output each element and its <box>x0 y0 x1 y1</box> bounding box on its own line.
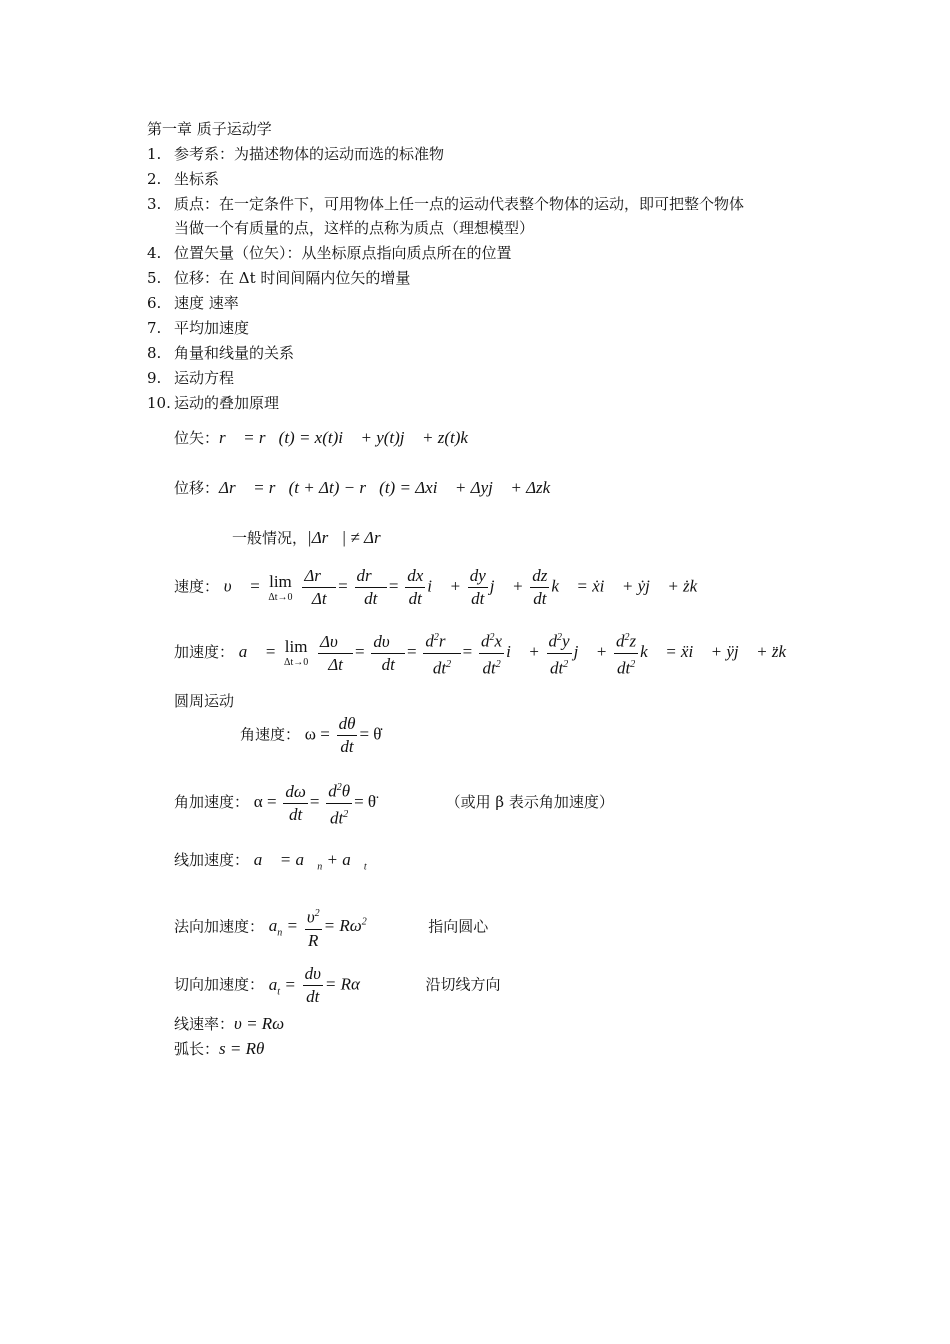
acceleration-formula: 加速度： a⃗ = lim Δt→0 $\frac{\Delta\upsilon⃗}{\Delta t}$ = $\frac{d\upsilon⃗}{dt}$ = $\frac{d^2r⃗}{dt^2}$ = $\frac{d^2x}{dt^2}$ i⃗ + $\frac{d^2y}{dt^2}$ j⃗ + $\frac{d^2z}{dt^2}$ k⃗ = ẍi⃗ + ÿj⃗ + z̈k⃗ <box>174 628 799 678</box>
list-item: 4. 位置矢量（位矢）：从坐标原点指向质点所在的位置 <box>147 244 512 262</box>
circular-motion-heading: 圆周运动 <box>174 692 235 710</box>
arc-length-formula: 弧长：s = Rθ <box>174 1039 265 1058</box>
list-item: 7. 平均加速度 <box>147 319 250 337</box>
list-item: 3. 质点：在一定条件下，可用物体上任一点的运动代表整个物体的运动，即可把整个物体 <box>147 195 745 213</box>
list-item: 5. 位移：在 Δt 时间间隔内位矢的增量 <box>147 269 411 287</box>
linear-speed-formula: 线速率：υ = Rω <box>174 1014 285 1033</box>
list-item: 6. 速度 速率 <box>147 294 239 312</box>
tangent-accel-note: 沿切线方向 <box>425 975 501 994</box>
chapter-title: 第一章 质子运动学 <box>147 120 272 138</box>
angular-accel-note: （或用 β 表示角加速度） <box>445 793 614 812</box>
list-item: 9. 运动方程 <box>147 369 235 387</box>
normal-accel-note: 指向圆心 <box>428 917 489 936</box>
list-item: 10. 运动的叠加原理 <box>147 394 280 412</box>
list-item: 1. 参考系：为描述物体的运动而选的标准物 <box>147 145 445 163</box>
list-item: 8. 角量和线量的关系 <box>147 344 295 362</box>
tangential-acceleration-formula: 切向加速度： $a_t$ = $\frac{d\upsilon}{dt}$ = Rα 沿切线方向 <box>174 964 501 1006</box>
position-vector-formula: 位矢：r⃗ = r⃗(t) = x(t)i⃗ + y(t)j⃗ + z(t)k⃗ <box>174 428 482 447</box>
list-item: 2. 坐标系 <box>147 170 220 188</box>
normal-acceleration-formula: 法向加速度： $a_n$ = $\frac{\upsilon^2}{R}$ = $R\omega^2$ 指向圆心 <box>174 904 488 951</box>
linear-acceleration-formula: 线加速度： a⃗ = $a⃗_n$ + $a⃗_t$ <box>174 850 367 873</box>
general-case-formula: 一般情况，|Δr⃗| ≠ Δr <box>232 528 381 547</box>
list-item: 当做一个有质量的点，这样的点称为质点（理想模型） <box>174 219 535 237</box>
displacement-formula: 位移：Δr⃗ = r⃗(t + Δt) − r⃗(t) = Δxi⃗ + Δyj⃗ + Δzk⃗ <box>174 478 564 497</box>
angular-acceleration-formula: 角加速度： α = $\frac{d\omega}{dt}$ = $\frac{d^2\theta}{dt^2}$ = θ̈ （或用 β 表示角加速度） <box>174 778 614 828</box>
angular-velocity-formula: 角速度： ω = $\frac{d\theta}{dt}$ = θ̇ <box>240 714 382 756</box>
velocity-formula: 速度： υ⃗ = lim Δt→0 $\frac{\Delta r⃗}{\Delta t}$ = $\frac{dr⃗}{dt}$ = $\frac{dx}{dt}$ i⃗ + $\frac{dy}{dt}$ j⃗ + $\frac{dz}{dt}$ k⃗ = ẋi⃗ + ẏj⃗ + żk⃗ <box>174 566 711 608</box>
